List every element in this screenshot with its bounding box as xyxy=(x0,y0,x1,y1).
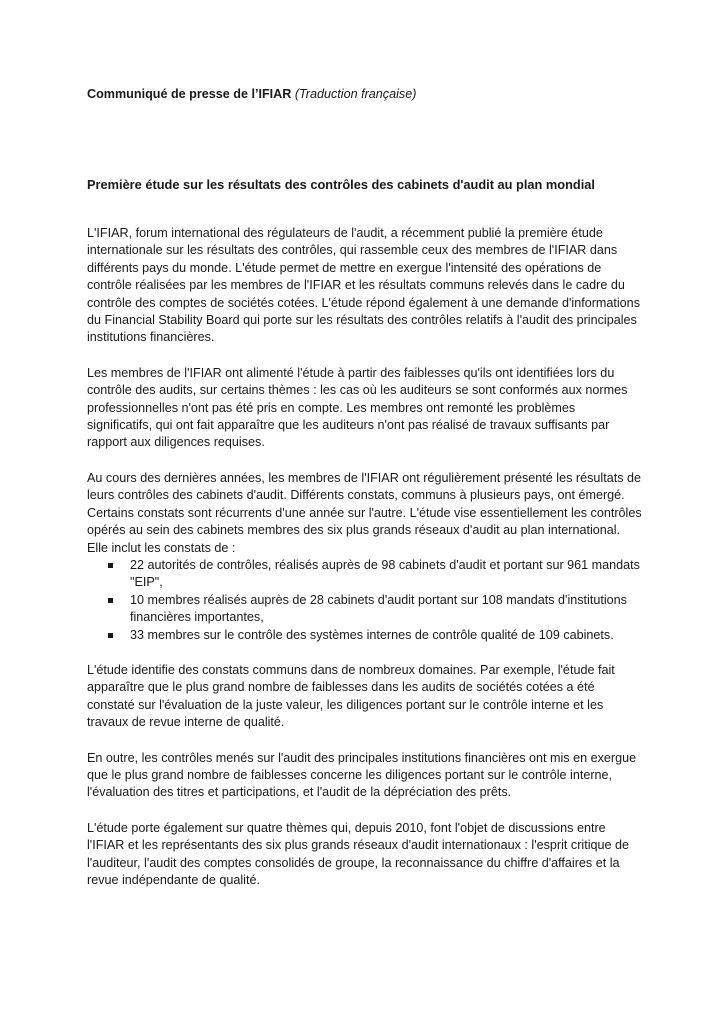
findings-list xyxy=(87,557,643,644)
document-title: Première étude sur les résultats des contrôles des cabinets d'audit au plan mondial xyxy=(87,177,595,192)
header-italic-text: (Traduction française) xyxy=(294,87,417,101)
paragraph-6: L'étude porte également sur quatre thèmes qui, depuis 2010, font l'objet de discussions entre l'IFIAR et les représentants des six plus grands réseaux d'audit internationaux : l'esprit critique de l'auditeur, l'audit des comptes consolidés de groupe, la reconnaissance du chiffre d'affaires et la revue indépendante de qualité. xyxy=(87,820,630,887)
list-item-text: 10 membres réalisés auprès de 28 cabinets d'audit portant sur 108 mandats d'institutions financières importantes, xyxy=(130,592,627,625)
square-bullet-icon xyxy=(108,563,113,568)
list-item xyxy=(87,557,643,592)
press-release-header xyxy=(87,86,647,103)
list-item-text: 22 autorités de contrôles, réalisés auprès de 98 cabinets d'audit et portant sur 961 mandats "EIP", xyxy=(130,557,640,590)
list-item-text: 33 membres sur le contrôle des systèmes internes de contrôle qualité de 109 cabinets. xyxy=(130,627,614,642)
square-bullet-icon xyxy=(108,633,113,638)
square-bullet-icon xyxy=(108,598,113,603)
document-body xyxy=(87,225,643,907)
paragraph-3: Au cours des dernières années, les membres de l'IFIAR ont régulièrement présenté les résultats de leurs contrôles des cabinets d'audit. Différents constats, communs à plusieurs pays, ont émergé. Certains constats sont récurrents d'une année sur l'autre. L'étude vise essentiellement les contrôles opérés au sein des cabinets membres des six plus grands réseaux d'audit au plan international. Elle inclut les constats de : xyxy=(87,470,642,555)
list-item xyxy=(87,592,643,627)
header-bold-text: Communiqué de presse de l’IFIAR xyxy=(87,87,292,101)
paragraph-5: En outre, les contrôles menés sur l'audit des principales institutions financières ont mis en exergue que le plus grand nombre de faiblesses concerne les diligences portant sur le contrôle interne, l'évaluation des titres et participations, et l'audit de la dépréciation des prêts. xyxy=(87,750,637,800)
paragraph-2: Les membres de l'IFIAR ont alimenté l'étude à partir des faiblesses qu'ils ont identifiées lors du contrôle des audits, sur certains thèmes : les cas où les auditeurs se sont conformés aux normes professionnelles n'ont pas été pris en compte. Les membres ont remonté les problèmes significatifs, qui ont fait apparaître que les auditeurs n'ont pas réalisé de travaux suffisants par rapport aux diligences requises. xyxy=(87,365,628,450)
list-item xyxy=(87,627,643,644)
paragraph-4: L'étude identifie des constats communs dans de nombreux domaines. Par exemple, l'étude fait apparaître que le plus grand nombre de faiblesses dans les audits de sociétés cotées a été constaté sur l'évaluation de la juste valeur, les diligences portant sur le contrôle interne et les travaux de revue interne de qualité. xyxy=(87,662,615,730)
paragraph-1: L'IFIAR, forum international des régulateurs de l'audit, a récemment publié la première étude internationale sur les résultats des contrôles, qui rassemble ceux des membres de l'IFIAR dans différents pays du monde. L'étude permet de mettre en exergue l'intensité des opérations de contrôle réalisées par les membres de l'IFIAR et les résultats communs relevés dans le cadre du contrôle des comptes de sociétés cotées. L'étude répond également à une demande d'informations du Financial Stability Board qui porte sur les résultats des contrôles relatifs à l'audit des principales institutions financières. xyxy=(87,226,640,345)
